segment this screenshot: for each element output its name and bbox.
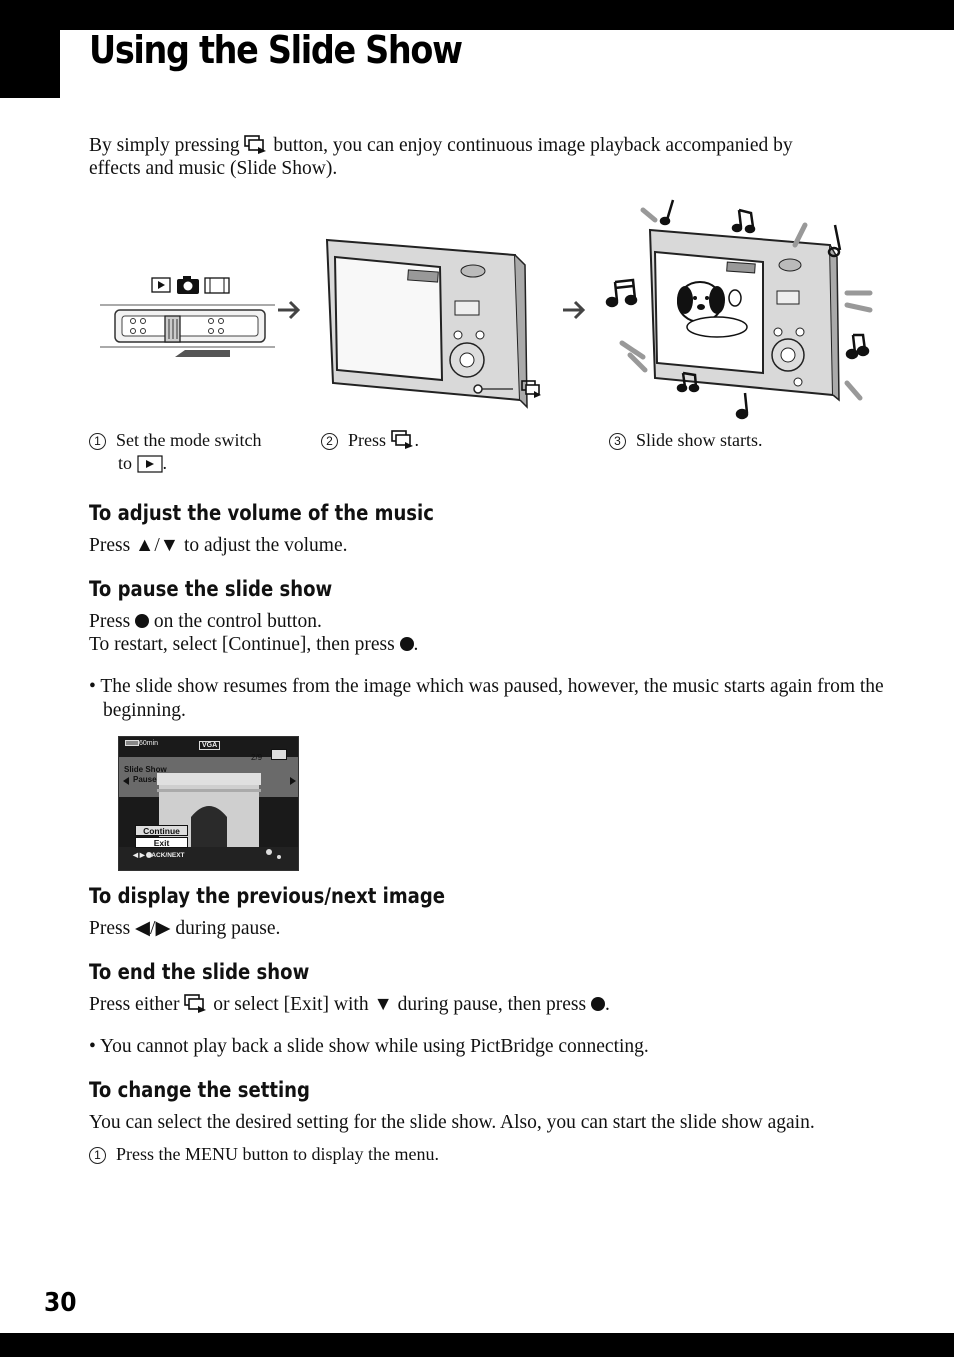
step-number: 3 <box>609 433 626 450</box>
battery-icon <box>125 740 139 746</box>
pause-bullet: • The slide show resumes from the image which was paused, however, the music starts again from the beginning. <box>89 676 884 721</box>
battery-indicator: 60min <box>125 740 158 747</box>
arrow-right-icon <box>278 302 298 318</box>
step-3-caption: 3 Slide show starts. <box>609 429 763 452</box>
pause-status: Pause <box>133 775 157 784</box>
end-bullet: • You cannot play back a slide show while using PictBridge connecting. <box>89 1036 649 1057</box>
setting-step-1: 1 Press the MENU button to display the menu. <box>89 1143 439 1166</box>
intro-text-line2: effects and music (Slide Show). <box>89 158 338 179</box>
step-number: 1 <box>89 433 106 450</box>
heading-volume: To adjust the volume of the music <box>89 501 434 525</box>
heading-prev-next: To display the previous/next image <box>89 884 446 908</box>
image-size-badge: VGA <box>199 741 220 750</box>
end-text: Press either or select [Exit] with ▼ during pause, then press . <box>89 994 610 1015</box>
intro-paragraph <box>89 134 889 180</box>
heading-setting: To change the setting <box>89 1078 310 1102</box>
setting-text: You can select the desired setting for the slide show. Also, you can start the slide show again. <box>89 1112 815 1133</box>
play-icon <box>137 455 163 473</box>
bottom-bar <box>0 1333 954 1357</box>
pause-text: Press on the control button. To restart, select [Continue], then press . <box>89 611 419 655</box>
camera-illustration-step3 <box>650 230 839 400</box>
heading-end: To end the slide show <box>89 960 310 984</box>
camera-icon <box>177 276 199 294</box>
movie-icon <box>205 278 229 293</box>
back-next-hint: ◀ ▶ BACK/NEXT <box>133 852 185 859</box>
heading-pause: To pause the slide show <box>89 577 333 601</box>
folder-icon <box>271 749 287 760</box>
mode-switch-illustration <box>100 276 275 357</box>
slideshow-icon <box>184 993 208 1013</box>
step-1-caption: 1 Set the mode switch to . <box>89 429 261 475</box>
intro-text-start: By simply pressing <box>89 135 240 156</box>
volume-text: Press ▲/▼ to adjust the volume. <box>89 535 348 556</box>
circle-button-icon <box>400 637 414 651</box>
slideshow-illustration <box>95 195 885 430</box>
chapter-tab <box>0 30 60 98</box>
menu-continue[interactable]: Continue <box>135 825 188 836</box>
slideshow-title: Slide Show <box>124 765 167 774</box>
circle-button-icon <box>591 997 605 1011</box>
play-icon <box>152 278 170 292</box>
circle-button-icon <box>135 614 149 628</box>
step-number: 1 <box>89 1147 106 1164</box>
slideshow-icon <box>391 429 415 449</box>
page-title: Using the Slide Show <box>89 28 462 72</box>
top-bar <box>0 0 954 30</box>
step-number: 2 <box>321 433 338 450</box>
menu-exit[interactable]: Exit <box>135 837 188 848</box>
image-counter: 2/9 <box>251 753 263 762</box>
intro-text-end: button, you can enjoy continuous image playback accompanied by <box>273 135 793 156</box>
arrow-right-icon <box>563 302 583 318</box>
slideshow-icon <box>244 134 268 154</box>
page-number: 30 <box>44 1288 77 1318</box>
step-2-caption: 2 Press . <box>321 429 419 452</box>
prev-next-text: Press ◀/▶ during pause. <box>89 918 281 939</box>
camera-illustration-step2 <box>327 240 541 407</box>
lcd-screen-pause <box>118 736 299 871</box>
